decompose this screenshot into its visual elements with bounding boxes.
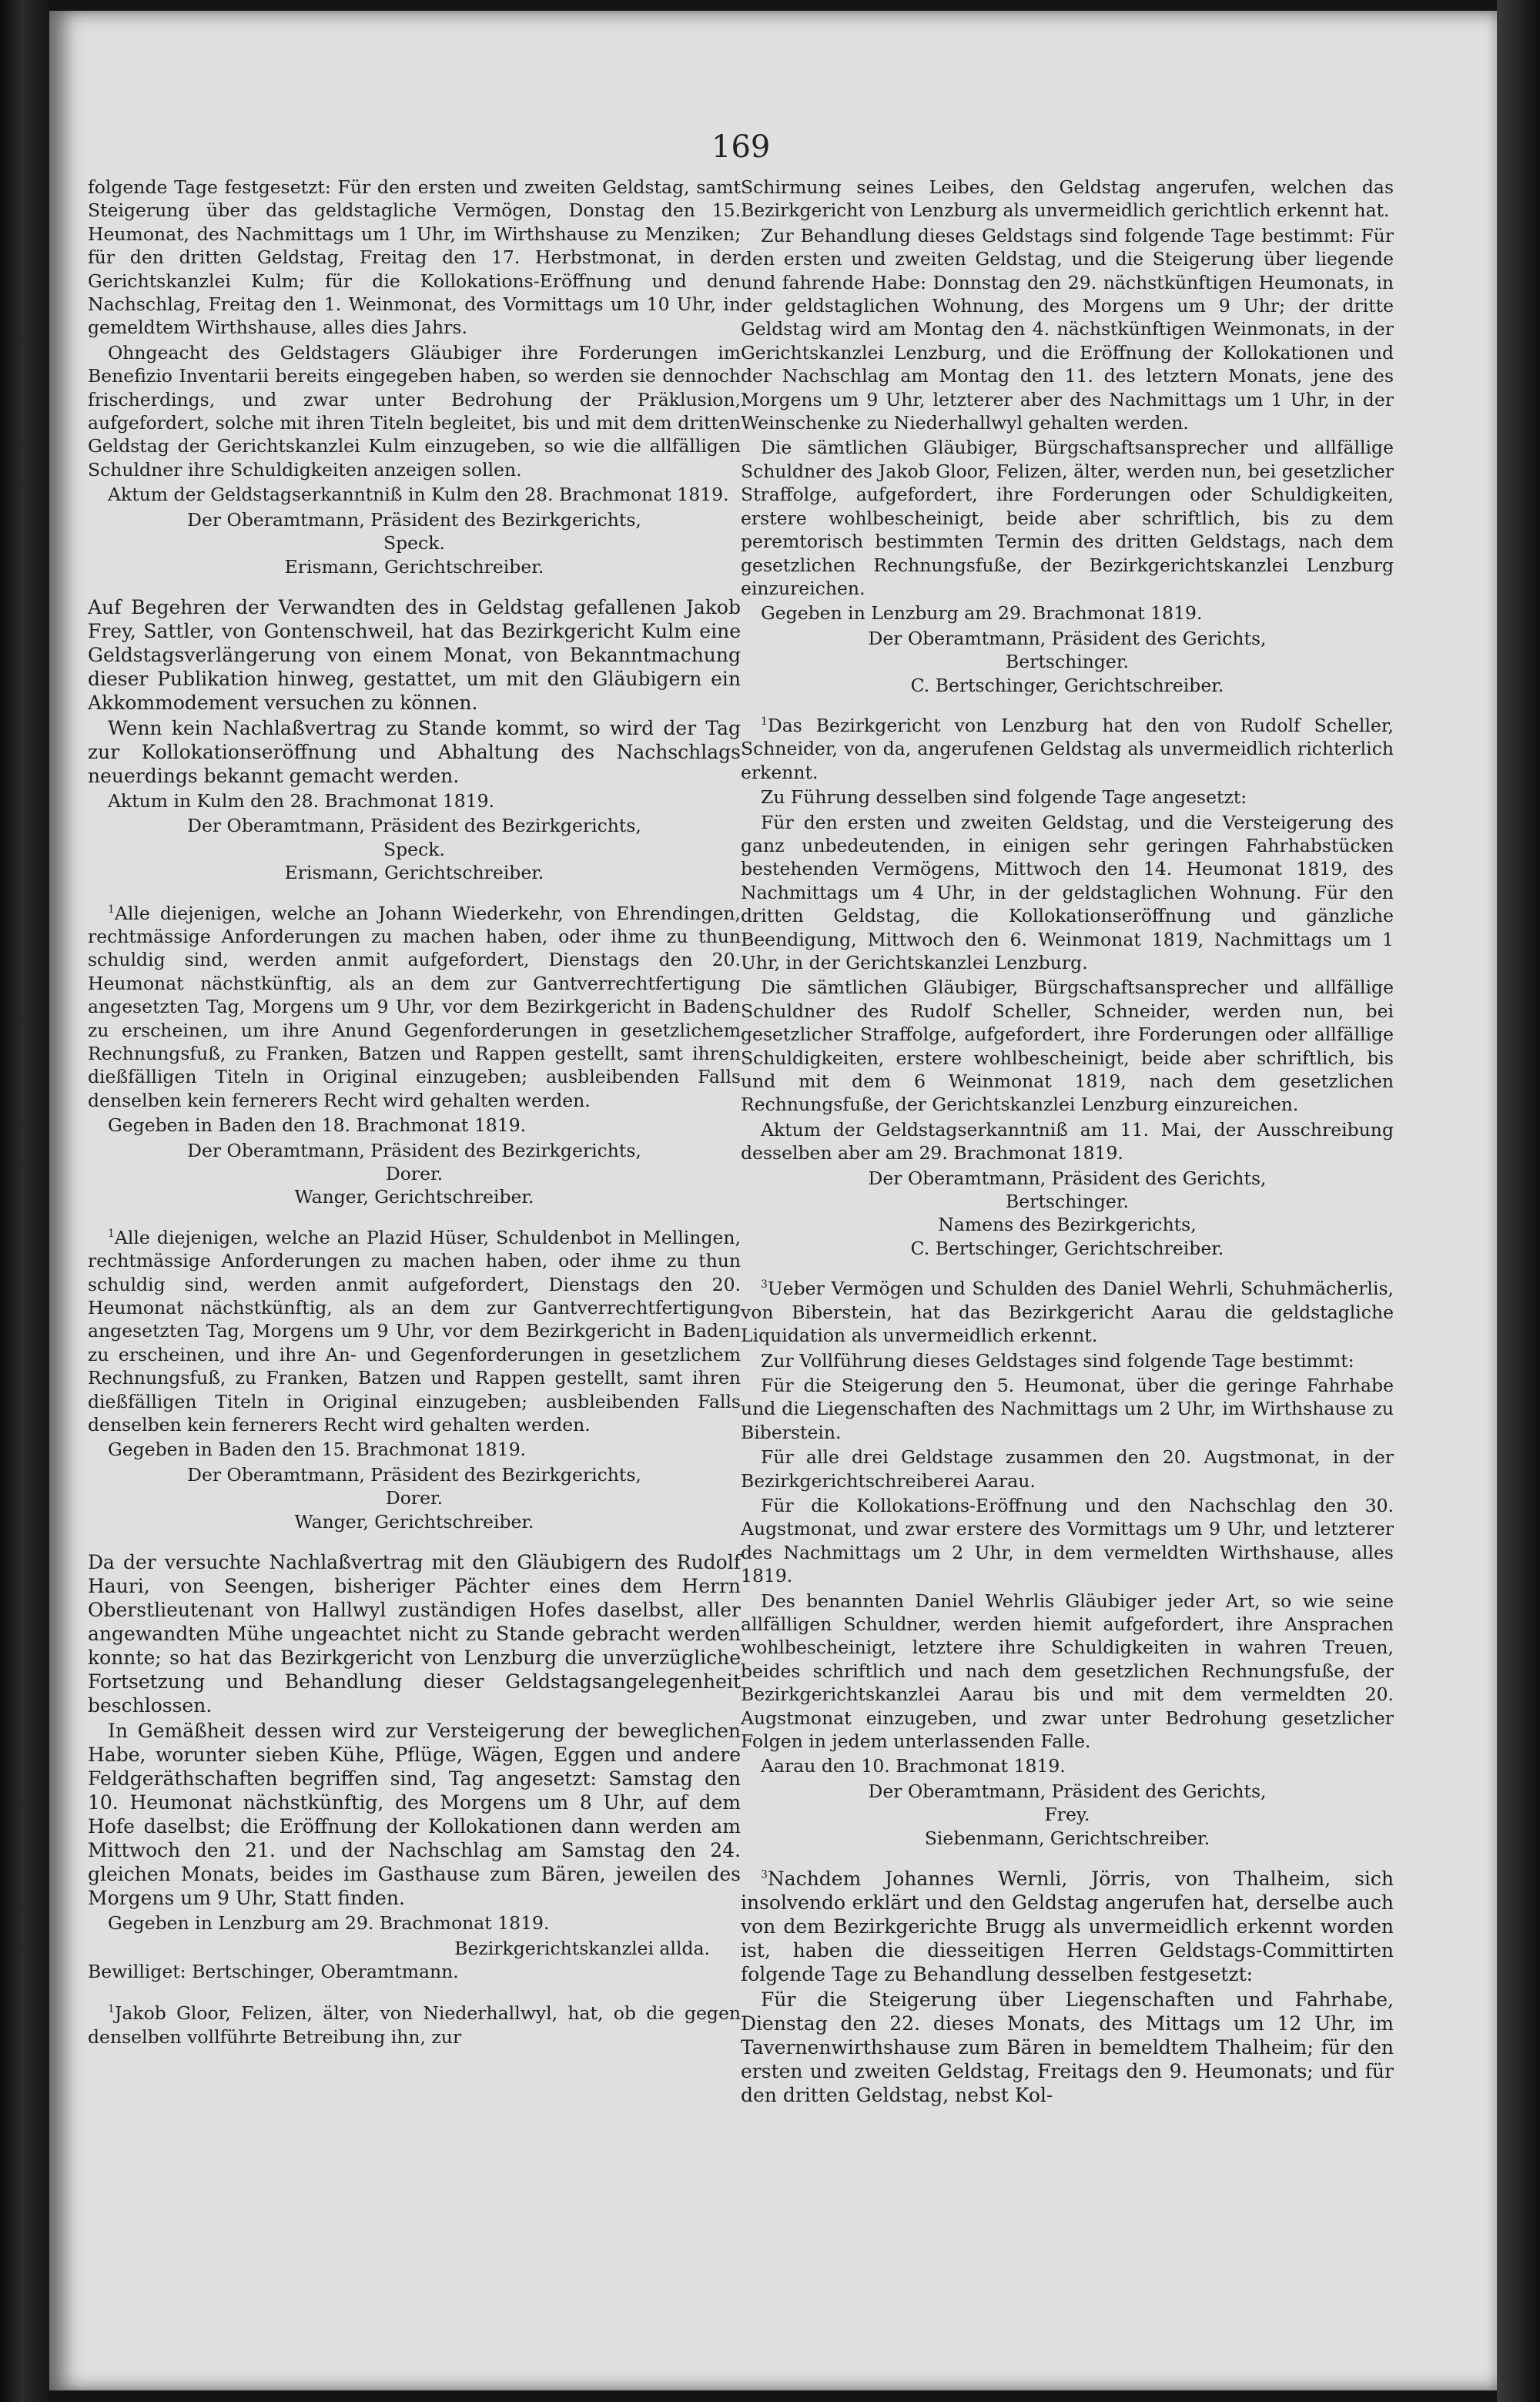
notice-text: Zur Vollführung dieses Geldstages sind folgende Tage bestimmt: (761, 1349, 1354, 1372)
notice-text: Da der versuchte Nachlaßvertrag mit den Gläubigern des Rudolf Hauri, von Seengen, bisheriger Pächter eines dem Herrn Oberstlieutenant von Hallwyl zuständigen Hofes daselbst, aller angewandten Mühe ungeachtet nicht zu Stande gebracht werden konnte; so hat das Bezirkgericht von Lenzburg die unverzügliche Fortsetzung und Behandlung dieser Geldstagsangelegenheit beschlossen. (88, 1551, 741, 1717)
notice-text: Auf Begehren der Verwandten des in Geldstag gefallenen Jakob Frey, Sattler, von Gontenschweil, hat das Bezirkgericht Kulm eine Geldstagsverlängerung von einem Monat, von Bekanntmachung dieser Publikation hinweg, gestattet, um mit den Gläubigern ein Akkommodement versuchen zu können. (88, 595, 741, 714)
notice-text: Aktum in Kulm den 28. Brachmonat 1819. (108, 789, 495, 812)
notice-separator (88, 578, 741, 595)
notice-separator (88, 1533, 741, 1550)
notice-separator (741, 1260, 1394, 1277)
notice-signature-line (88, 1463, 741, 1486)
notice-text: Für die Steigerung über Liegenschaften und Fahrhabe, Dienstag den 22. dieses Monats, des Mittags um 12 Uhr, im Tavernenwirthshause zum Bären in bemeldtem Thalheim; für den ersten und zweiten Geldstag, Freitags den 9. Heumonats; und für den dritten Geldstag, nebst Kol- (741, 1988, 1394, 2107)
notice-text: Aarau den 10. Brachmonat 1819. (761, 1755, 1066, 1777)
notice-text: Der Oberamtmann, Präsident des Gerichts, (868, 1780, 1267, 1802)
notice-text: Für die Kollokations-Eröffnung und den Nachschlag den 30. Augstmonat, und zwar erstere des Vormittags um 9 Uhr, und letzterer des Nachmittags um 2 Uhr, in dem vermeldten Wirthshause, alles 1819. (741, 1494, 1394, 1587)
notice-separator (88, 1985, 741, 2002)
notice-separator (741, 1850, 1394, 1867)
notice-text: Der Oberamtmann, Präsident des Gerichts, (868, 627, 1267, 649)
notice-text: Des benannten Daniel Wehrlis Gläubiger jeder Art, so wie seine allfälligen Schuldner, werden hiemit aufgefordert, ihre Ansprachen wohlbescheinigt, letztere ihre Schuldigkeiten in wahren Treuen, beides schriftlich und nach dem gesetzlichen Rechnungsfuße, der Bezirkgerichtskanzlei Aarau bis und mit dem vermeldten 20. Augstmonat einzugeben, und zwar unter Bedrohung gesetzlicher Folgen in jedem unterlassenden Falle. (741, 1590, 1394, 1752)
notice-text: Wenn kein Nachlaßvertrag zu Stande kommt, so wird der Tag zur Kollokationseröffnung und Abhaltung des Nachschlags neuerdings bekannt gemacht werden. (88, 716, 741, 787)
left-column (88, 176, 741, 2050)
notice-text: Zur Behandlung dieses Geldstags sind folgende Tage bestimmt: Für den ersten und zweiten Geldstag, und die Steigerung über liegende und fahrende Habe: Donnstag den 29. nächstkünftigen Heumonats, in der geldstaglichen Wohnung, des Morgens um 9 Uhr; der dritte Geldstag wird am Montag den 4. nächstkünftigen Weinmonats, in der Gerichtskanzlei Lenzburg, und die Eröffnung der Kollokationen und der Nachschlag am Montag den 11. des letztern Monats, jene des Morgens um 9 Uhr, letzterer aber des Nachmittags um 1 Uhr, in der Weinschenke zu Niederhallwyl gehalten werden. (741, 224, 1394, 434)
notice-text: Das Bezirkgericht von Lenzburg hat den von Rudolf Scheller, Schneider, von da, angerufenen Geldstag als unvermeidlich richterlich erkennt. (741, 714, 1394, 783)
notice-text: Aktum der Geldstagserkanntniß am 11. Mai, der Ausschreibung desselben aber am 29. Brachmonat 1819. (741, 1118, 1394, 1164)
notice-text: Gegeben in Lenzburg am 29. Brachmonat 1819. (761, 602, 1203, 625)
notice-signature-line (741, 627, 1394, 650)
notice-separator (88, 885, 741, 902)
notice-text: Bezirkgerichtskanzlei allda. (454, 1937, 710, 1959)
notice-paragraph (741, 1374, 1394, 1444)
notice-text: folgende Tage festgesetzt: Für den ersten und zweiten Geldstag, samt Steigerung über das geldstagliche Vermögen, Donstag den 15. Heumonat, des Nachmittags um 1 Uhr, im Wirthshause zu Menziken; für den dritten Geldstag, Freitag den 17. Herbstmonat, in der Gerichtskanzlei Kulm; für die Kollokations-Eröffnung und den Nachschlag, Freitag den 1. Weinmonat, des Vormittags um 10 Uhr, in gemeldtem Wirthshause, alles dies Jahrs. (88, 176, 741, 339)
notice-text: Alle diejenigen, welche an Johann Wiederkehr, von Ehrendingen, rechtmässige Anforderungen zu machen haben, oder ihme zu thun schuldig sind, werden anmit aufgefordert, Dienstags den 20. Heumonat nächstkünftig, als an dem zur Gantverrechtfertigung angesetzten Tag, Morgens um 9 Uhr, vor dem Bezirkgericht in Baden zu erscheinen, um ihre Anund Gegenforderungen in gesetzlichem Rechnungsfuß, zu Franken, Batzen und Rappen gestellt, samt ihren dießfälligen Titeln in Original einzugeben; ausbleibenden Falls denselben kein fernerers Recht wird gehalten werden. (88, 902, 741, 1111)
notice-text: Bertschinger. (1006, 1191, 1129, 1213)
notice-signature-line (741, 1780, 1394, 1803)
notice-signature-line (741, 1213, 1394, 1236)
notice-paragraph (741, 1590, 1394, 1754)
notice-text: Speck. (383, 838, 445, 860)
notice-date-line (88, 1114, 741, 1137)
page-edge (1497, 0, 1540, 2402)
notice-signature-line (88, 555, 741, 578)
notice-signature-line (88, 814, 741, 837)
notice-text: C. Bertschinger, Gerichtschreiber. (910, 1237, 1224, 1259)
page-number: 169 (711, 129, 771, 165)
notice-signature-line (88, 1185, 741, 1208)
notice-signature-line (741, 1237, 1394, 1260)
notice-text: Erismann, Gerichtschreiber. (284, 862, 544, 884)
notice-text: Der Oberamtmann, Präsident des Bezirkgerichts, (187, 508, 641, 531)
notice-paragraph (741, 1349, 1394, 1372)
notice-text: Für die Steigerung den 5. Heumonat, über die geringe Fahrhabe und die Liegenschaften des Nachmittags um 2 Uhr, im Wirthshause zu Biberstein. (741, 1374, 1394, 1443)
notice-date-line (88, 789, 741, 812)
notice-text: Ueber Vermögen und Schulden des Daniel Wehrli, Schuhmächerlis, von Biberstein, hat das Bezirkgericht Aarau die geldstagliche Liquidation als unvermeidlich erkennt. (741, 1278, 1394, 1347)
notice-signature-line (741, 1803, 1394, 1826)
notice-text: Erismann, Gerichtschreiber. (284, 555, 544, 578)
footnote-marker: 1 (108, 2003, 115, 2016)
notice-signature-line (88, 838, 741, 861)
notice-date-line (88, 483, 741, 506)
notice-paragraph (88, 1960, 741, 1983)
notice-date-line (88, 1438, 741, 1461)
notice-signature-line (88, 861, 741, 884)
notice-text: Der Oberamtmann, Präsident des Bezirkgerichts, (187, 815, 641, 837)
notice-paragraph (741, 976, 1394, 1116)
notice-text: Dorer. (385, 1487, 444, 1509)
notice-paragraph (741, 1277, 1394, 1347)
footnote-marker: 3 (761, 1868, 768, 1881)
notice-text: Gegeben in Baden den 15. Brachmonat 1819. (108, 1439, 527, 1461)
notice-text: Der Oberamtmann, Präsident des Bezirkgerichts, (187, 1463, 641, 1486)
notice-paragraph (741, 1446, 1394, 1492)
notice-separator (88, 1209, 741, 1226)
notice-text: Alle diejenigen, welche an Plazid Hüser, Schuldenbot in Mellingen, rechtmässige Anforderungen zu machen haben, oder ihme zu thun schuldig sind, werden anmit aufgefordert, Dienstags den 20. Heumonat nächstkünftig, als an dem zur Gantverrechtfertigung angesetzten Tag, Morgens um 9 Uhr, vor dem Bezirkgericht in Baden zu erscheinen, und ihre An- und Gegenforderungen in gesetzlichem Rechnungsfuß, zu Franken, Batzen und Rappen gestellt, samt ihren dießfälligen Titeln in Original einzugeben; ausbleibenden Falls denselben kein fernerers Recht wird gehalten werden. (88, 1226, 741, 1436)
notice-paragraph (741, 1494, 1394, 1588)
notice-text: Die sämtlichen Gläubiger, Bürgschaftsansprecher und allfällige Schuldner des Jakob Gloor, Felizen, älter, werden nun, bei gesetzlicher Straffolge, aufgefordert, ihre Forderungen oder Schuldigkeiten, erstere wohlbescheinigt, beide aber schriftlich, bis zu dem peremtorisch bestimmten Termin des dritten Geldstags, nach dem gesetzlichen Rechnungsfuße, der Bezirkgerichtskanzlei Lenzburg einzureichen. (741, 437, 1394, 599)
notice-separator (741, 697, 1394, 714)
notice-text: Der Oberamtmann, Präsident des Gerichts, (868, 1167, 1267, 1189)
notice-text: Wanger, Gerichtschreiber. (294, 1510, 534, 1533)
notice-text: Bertschinger. (1006, 651, 1129, 673)
notice-paragraph (741, 714, 1394, 784)
notice-text: Der Oberamtmann, Präsident des Bezirkgerichts, (187, 1139, 641, 1161)
notice-paragraph (88, 716, 741, 788)
notice-text: Aktum der Geldstagserkanntniß in Kulm den 28. Brachmonat 1819. (108, 484, 729, 506)
notice-text: Siebenmann, Gerichtschreiber. (924, 1827, 1210, 1849)
notice-signature-line (88, 1510, 741, 1533)
notice-signature-line (88, 531, 741, 554)
notice-date-line (741, 1754, 1394, 1777)
notice-signature-line (88, 1937, 741, 1960)
book-spine (0, 0, 49, 2402)
notice-signature-line (741, 1190, 1394, 1213)
notice-text: Zu Führung desselben sind folgende Tage angesetzt: (761, 786, 1247, 809)
notice-text: Jakob Gloor, Felizen, älter, von Niederhallwyl, hat, ob die gegen denselben vollführte Betreibung ihn, zur (88, 2002, 741, 2048)
notice-signature-line (88, 1486, 741, 1509)
notice-date-line (88, 1911, 741, 1935)
notice-signature-line (741, 674, 1394, 697)
notice-paragraph (741, 1867, 1394, 1986)
notice-text: Nachdem Johannes Wernli, Jörris, von Thalheim, sich insolvendo erklärt und den Geldstag angerufen hat, derselbe auch von dem Bezirkgerichte Brugg als unvermeidlich erkennt worden ist, haben die diesseitigen Herren Geldstags-Committirten folgende Tage zu Behandlung desselben festgesetzt: (741, 1868, 1394, 1986)
notice-paragraph (741, 436, 1394, 600)
notice-paragraph (741, 224, 1394, 435)
notice-signature-line (741, 650, 1394, 673)
notice-date-line (741, 1118, 1394, 1165)
notice-signature-line (741, 1167, 1394, 1190)
notice-paragraph (741, 1988, 1394, 2107)
right-column (741, 176, 1394, 2109)
notice-date-line (741, 601, 1394, 625)
footnote-marker: 3 (761, 1278, 768, 1291)
notice-text: Gegeben in Baden den 18. Brachmonat 1819. (108, 1114, 527, 1137)
notice-paragraph (741, 811, 1394, 975)
notice-paragraph (88, 341, 741, 481)
notice-text: Namens des Bezirkgerichts, (938, 1214, 1197, 1236)
notice-paragraph (741, 176, 1394, 223)
notice-text: Wanger, Gerichtschreiber. (294, 1186, 534, 1208)
notice-paragraph (88, 595, 741, 715)
notice-text: In Gemäßheit dessen wird zur Versteigerung der beweglichen Habe, worunter sieben Kühe, Pflüge, Wägen, Eggen und andere Feldgeräthschaften begriffen sind, Tag angesetzt: Samstag den 10. Heumonat nächstkünftig, des Morgens um 8 Uhr, auf dem Hofe daselbst; die Eröffnung der Kollokationen dann werden am Mittwoch den 21. und der Nachschlag am Samstag den 24. gleichen Monats, beides im Gasthause zum Bären, jeweilen des Morgens um 9 Uhr, Statt finden. (88, 1720, 741, 1910)
notice-paragraph (88, 176, 741, 340)
notice-paragraph (88, 1719, 741, 1910)
notice-paragraph (741, 786, 1394, 809)
notice-text: Bewilliget: Bertschinger, Oberamtmann. (88, 1960, 459, 1982)
notice-text: Gegeben in Lenzburg am 29. Brachmonat 1819. (108, 1912, 550, 1935)
notice-text: Die sämtlichen Gläubiger, Bürgschaftsansprecher und allfällige Schuldner des Rudolf Scheller, Schneider, werden nun, bei gesetzlicher Straffolge, aufgefordert, ihre Forderungen oder allfällige Schuldigkeiten, erstere wohlbescheinigt, beide aber schriftlich, bis und mit dem 6 Weinmonat 1819, nach dem gesetzlichen Rechnungsfuße, der Gerichtskanzlei Lenzburg einzureichen. (741, 977, 1394, 1116)
notice-signature-line (741, 1827, 1394, 1850)
notice-text: Schirmung seines Leibes, den Geldstag angerufen, welchen das Bezirkgericht von Lenzburg als unvermeidlich gerichtlich erkennt hat. (741, 176, 1394, 222)
notice-text: Ohngeacht des Geldstagers Gläubiger ihre Forderungen im Benefizio Inventarii bereits eingegeben haben, so werden sie dennoch frischerdings, und zwar unter Bedrohung der Präklusion, aufgefordert, solche mit ihren Titeln begleitet, bis und mit dem dritten Geldstag der Gerichtskanzlei Kulm einzugeben, so wie die allfälligen Schuldner ihre Schuldigkeiten anzeigen sollen. (88, 341, 741, 481)
notice-signature-line (88, 508, 741, 531)
notice-text: Dorer. (385, 1163, 444, 1184)
notice-text: C. Bertschinger, Gerichtschreiber. (910, 674, 1224, 696)
footnote-marker: 1 (108, 1227, 115, 1240)
notice-text: Für alle drei Geldstage zusammen den 20. Augstmonat, in der Bezirkgerichtschreiberei Aarau. (741, 1446, 1394, 1492)
notice-text: Speck. (383, 532, 445, 554)
notice-paragraph (88, 902, 741, 1113)
notice-paragraph (88, 1226, 741, 1437)
notice-text: Frey. (1044, 1804, 1090, 1826)
footnote-marker: 1 (761, 715, 768, 729)
notice-paragraph (88, 1550, 741, 1717)
notice-paragraph (88, 2002, 741, 2049)
notice-text: Für den ersten und zweiten Geldstag, und die Versteigerung des ganz unbedeutenden, in einigen sehr geringen Fahrhabstücken bestehenden Vermögens, Mittwoch den 14. Heumonat 1819, des Nachmittags um 4 Uhr, in der geldstaglichen Wohnung. Für den dritten Geldstag, die Kollokationseröffnung und gänzliche Beendigung, Mittwoch den 6. Weinmonat 1819, Nachmittags um 1 Uhr, in der Gerichtskanzlei Lenzburg. (741, 811, 1394, 973)
notice-signature-line (88, 1139, 741, 1162)
footnote-marker: 1 (108, 903, 115, 916)
notice-signature-line (88, 1162, 741, 1185)
